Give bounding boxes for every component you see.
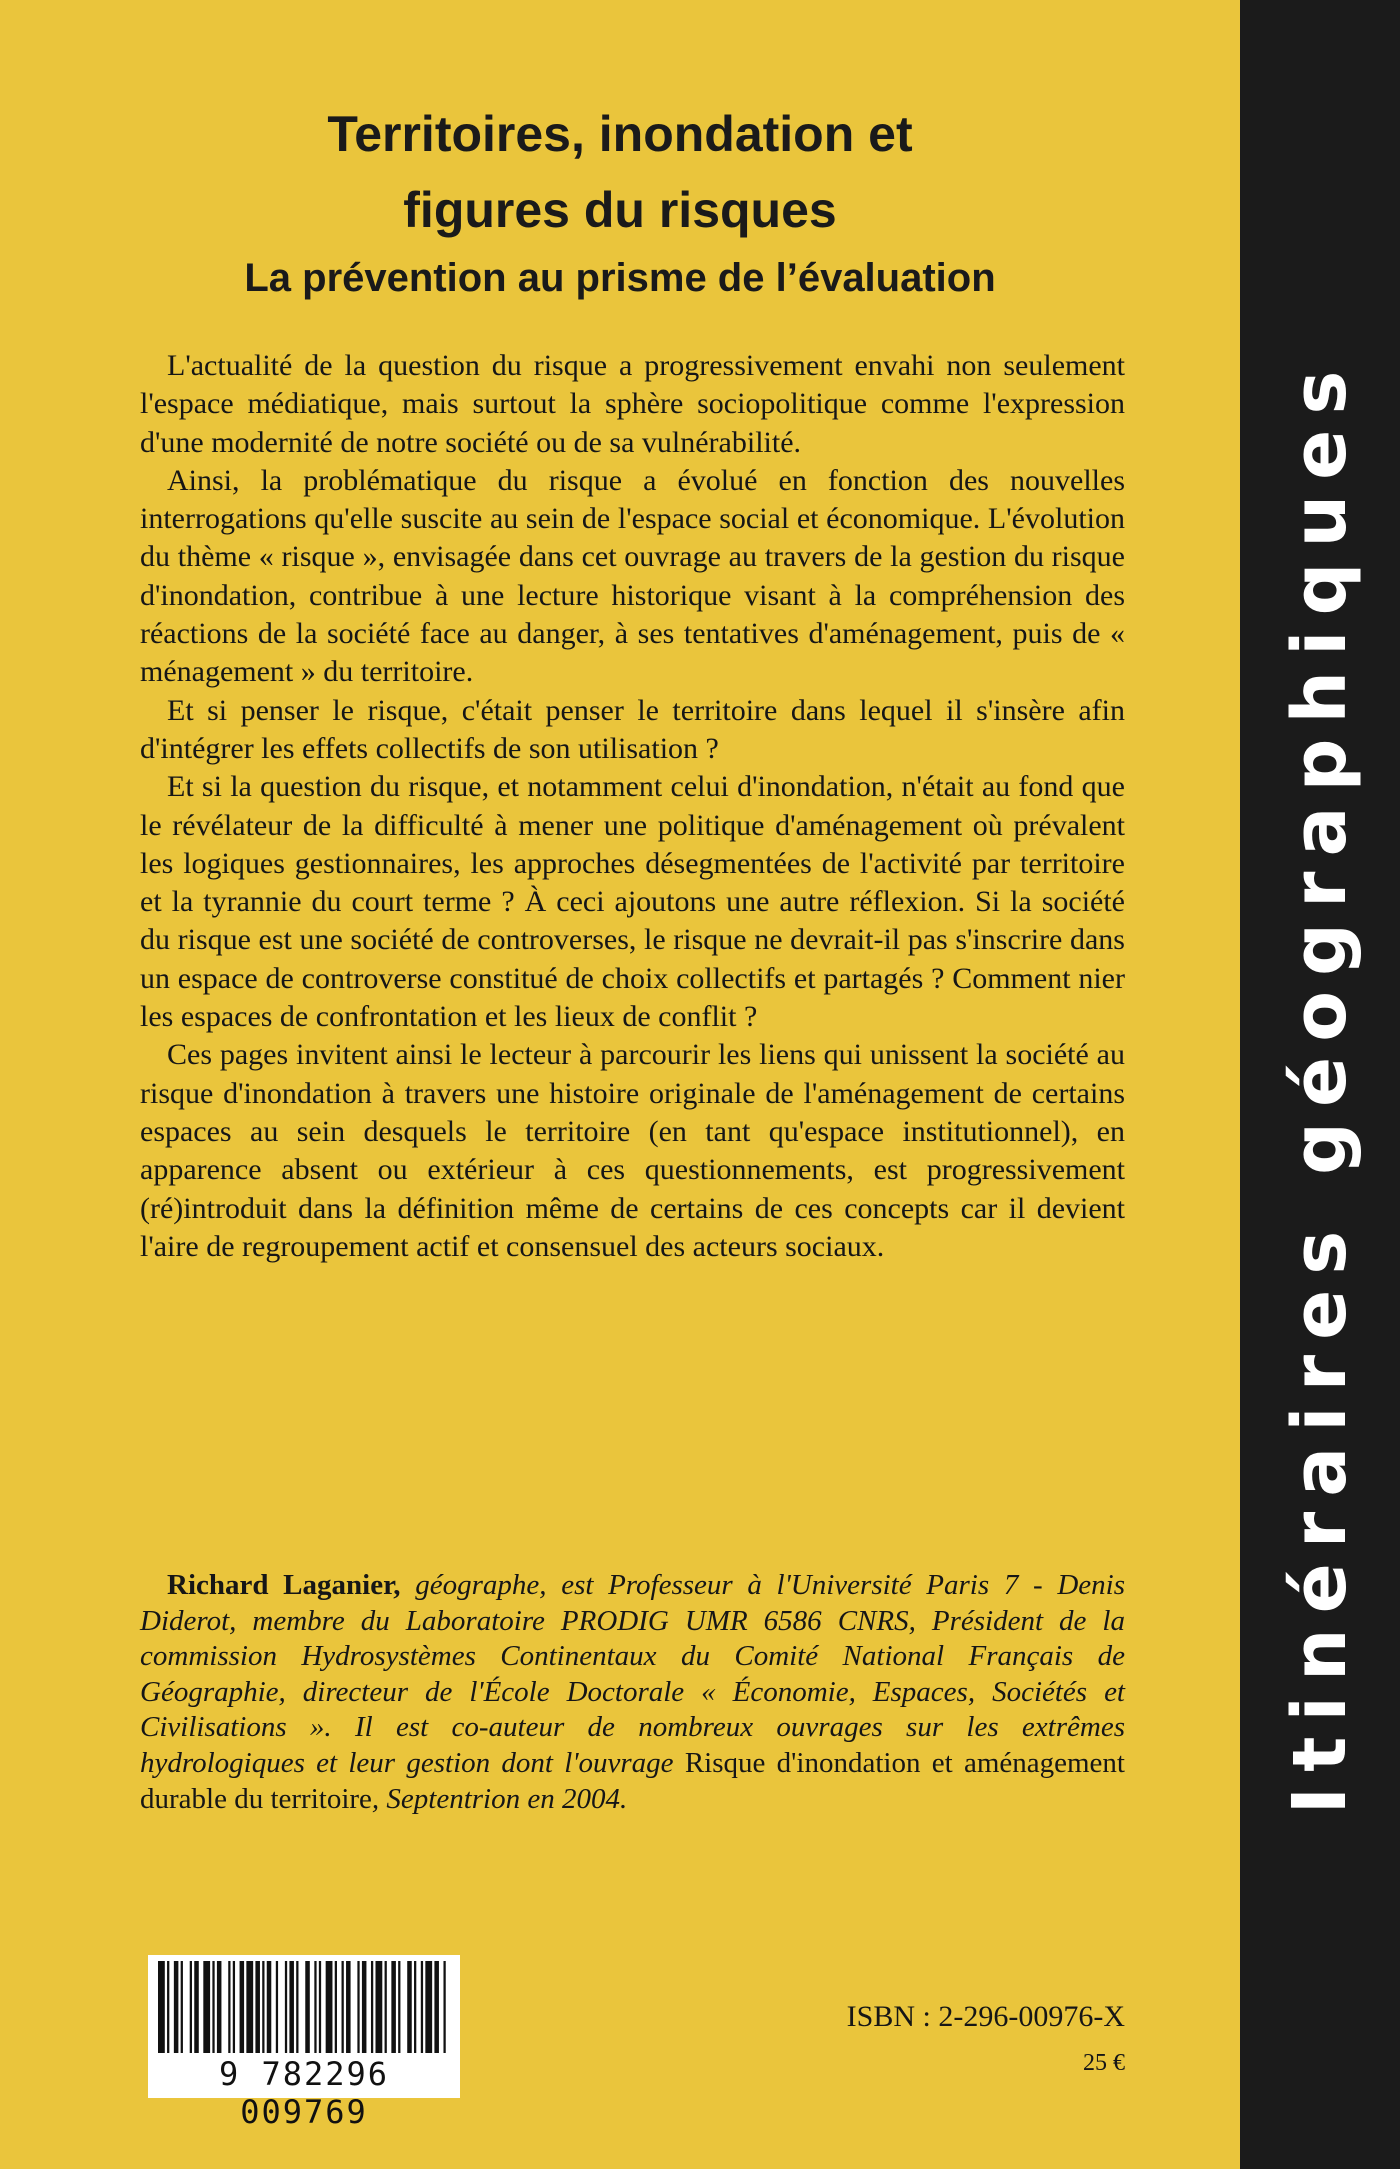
barcode-bar	[314, 1961, 316, 2053]
barcode-bar	[362, 1961, 367, 2053]
barcode-bar	[357, 1961, 359, 2053]
summary-paragraph: Et si la question du risque, et notamment celui d'inondation, n'était au fond que le révélateur de la difficulté à mener une politique d'aménagement où prévalent les logiques gestionnaires, les approches désegmentées de l'activité par territoire et la tyrannie du court terme ? À ceci ajoutons une autre réflexion. Si la société du risque est une société de controverses, le risque ne devrait-il pas s'inscrire dans un espace de controverse constitué de choix collectifs et partagés ? Comment nier les espaces de confrontation et les lieux de conflit ?	[140, 770, 1125, 1034]
barcode-bar	[276, 1961, 278, 2053]
barcode-bar	[335, 1961, 337, 2053]
barcode-bar	[194, 1961, 199, 2053]
barcode-bar	[246, 1961, 253, 2053]
barcode-bar	[267, 1961, 272, 2053]
barcode-bar	[255, 1961, 260, 2053]
title-block	[140, 96, 1100, 308]
barcode-bar	[371, 1961, 373, 2053]
barcode-bar	[434, 1961, 439, 2053]
barcode-bar	[203, 1961, 210, 2053]
isbn: ISBN : 2-296-00976-X	[846, 2000, 1125, 2033]
book-title-line-2: figures du risques	[403, 182, 837, 238]
barcode-bar	[421, 1961, 423, 2053]
barcode-bar	[190, 1961, 192, 2053]
barcode-number: 9 782296 009769	[218, 2055, 390, 2131]
barcode-bar	[285, 1961, 287, 2053]
barcode-bar	[240, 1961, 245, 2053]
barcode-bar	[319, 1961, 321, 2053]
summary-text	[140, 347, 1125, 1266]
barcode-bar	[228, 1961, 230, 2053]
summary-paragraph: Ces pages invitent ainsi le lecteur à parcourir les liens qui unissent la société au risque d'inondation à travers une histoire originale de l'aménagement de certains espaces au sein desquels le territoire (en tant qu'espace institutionnel), en apparence absent ou extérieur à ces questionnements, est progressivement (ré)introduit dans la définition même de certains de ces concepts car il devient l'aire de regroupement actif et consensuel des acteurs sociaux.	[140, 1038, 1125, 1263]
summary-paragraph: Et si penser le risque, c'était penser le territoire dans lequel il s'insère afin d'intégrer les effets collectifs de son utilisation ?	[140, 693, 1125, 765]
author-bio-text-end: , Septentrion en 2004.	[371, 1782, 628, 1815]
summary-paragraph: L'actualité de la question du risque a progressivement envahi non seulement l'espace médiatique, mais surtout la sphère sociopolitique comme l'expression d'une modernité de notre société ou de sa vulnérabilité.	[140, 349, 1125, 459]
barcode-bar	[376, 1961, 383, 2053]
barcode-bar	[158, 1961, 165, 2053]
barcode-bar	[167, 1961, 169, 2053]
barcode-bar	[385, 1961, 387, 2053]
barcode	[148, 1955, 460, 2131]
barcode-bar	[289, 1961, 294, 2053]
referenced-book-title: Risque d'inondation et aménagement durable du territoire	[140, 1746, 1125, 1815]
barcode-bar	[233, 1961, 235, 2053]
barcode-bar	[407, 1961, 412, 2053]
barcode-bar	[414, 1961, 416, 2053]
book-subtitle: La prévention au prisme de l’évaluation	[244, 256, 996, 300]
barcode-bars	[158, 1961, 448, 2053]
barcode-bar	[425, 1961, 432, 2053]
barcode-bar	[398, 1961, 400, 2053]
barcode-bar	[346, 1961, 351, 2053]
barcode-bar	[326, 1961, 333, 2053]
barcode-bar	[212, 1961, 214, 2053]
barcode-bar	[262, 1961, 264, 2053]
author-name: Richard Laganier,	[167, 1569, 401, 1601]
barcode-bar	[391, 1961, 396, 2053]
barcode-bar	[342, 1961, 344, 2053]
barcode-bar	[181, 1961, 183, 2053]
barcode-bar	[305, 1961, 310, 2053]
summary-paragraph: Ainsi, la problématique du risque a évolué en fonction des nouvelles interrogations qu'elle suscite au sein de l'espace social et économique. L'évolution du thème « risque », envisagée dans cet ouvrage au travers de la gestion du risque d'inondation, contribue à une lecture historique visant à la compréhension des réactions de la société face au danger, à ses tentatives d'aménagement, puis de « ménagement » du territoire.	[140, 463, 1125, 689]
collection-name: Itinéraires géographiques	[1277, 355, 1363, 1815]
barcode-bar	[217, 1961, 222, 2053]
price: 25 €	[1083, 2050, 1125, 2076]
book-title-line-1: Territoires, inondation et	[327, 106, 913, 162]
barcode-bar	[296, 1961, 298, 2053]
barcode-bar	[174, 1961, 179, 2053]
barcode-bar	[443, 1961, 445, 2053]
author-bio-text: géographe, est Professeur à l'Université Paris 7 - Denis Diderot, membre du Laboratoire PRODIG UMR 6586 CNRS, Président de la commission Hydrosystèmes Continentaux du Comité National Français de Géographie, directeur de l'École Doctorale « Économie, Espaces, Sociétés et Civilisations ». Il est co-auteur de nombreux ouvrages sur les extrêmes hydrologiques et leur gestion dont l'ouvrage	[140, 1569, 1125, 1779]
author-bio	[140, 1568, 1125, 1817]
